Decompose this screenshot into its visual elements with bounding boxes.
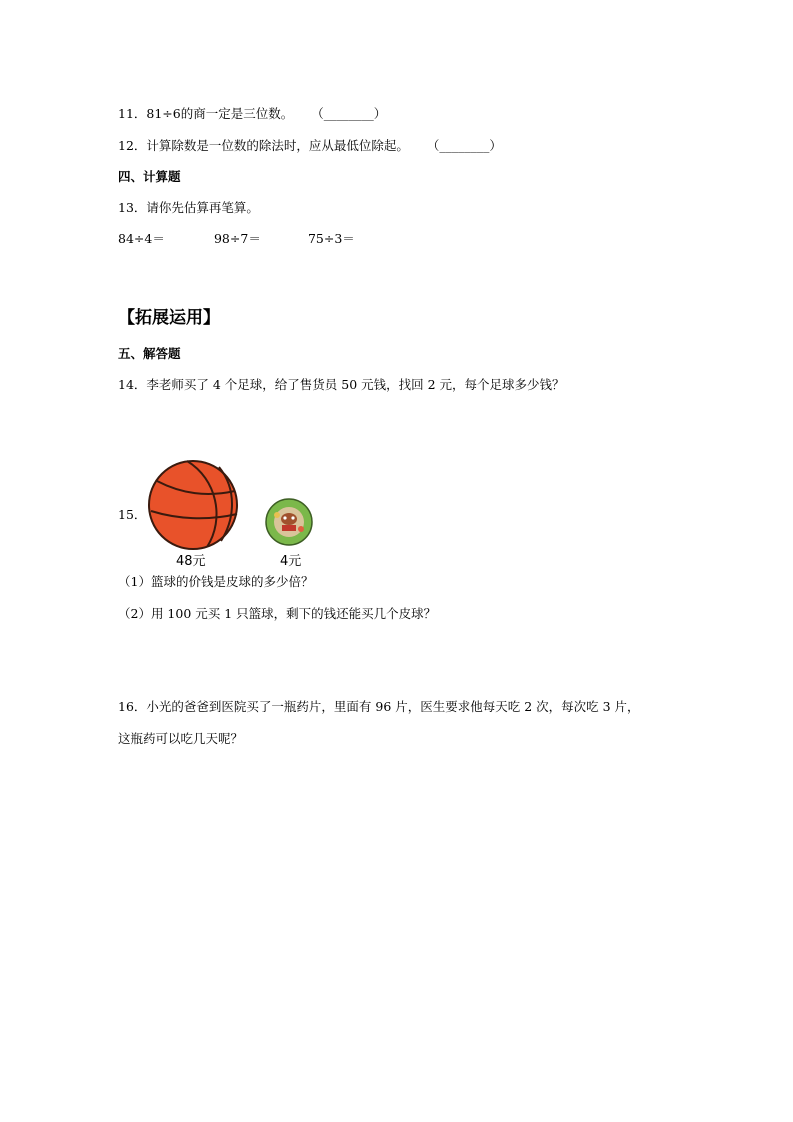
question-15-sub1: （1）篮球的价钱是皮球的多少倍？	[118, 574, 314, 589]
question-15-sub2: （2）用 100 元买 1 只篮球，剩下的钱还能买几个皮球？	[118, 606, 437, 621]
rubber-ball-image	[264, 497, 314, 547]
question-16-line1: 16．小光的爸爸到医院买了一瓶药片，里面有 96 片，医生要求他每天吃 2 次，每次吃 3 片，	[118, 699, 640, 714]
question-14: 14．李老师买了 4 个足球，给了售货员 50 元钱，找回 2 元，每个足球多少钱？	[118, 377, 565, 392]
calc-item-3: 75÷3＝	[307, 231, 355, 246]
question-16-line2: 这瓶药可以吃几天呢？	[118, 731, 244, 746]
calc-item-2: 98÷7＝	[213, 231, 261, 246]
basketball-price-label: 48元	[176, 554, 206, 569]
answer-blank-12[interactable]: （________）	[426, 138, 502, 153]
basketball-image	[147, 459, 239, 551]
question-12	[118, 136, 502, 154]
extension-title: 【拓展运用】	[118, 308, 220, 328]
question-15-number: 15．	[118, 507, 147, 522]
question-11-text: 11．81÷6的商一定是三位数。	[118, 106, 294, 121]
question-11	[118, 104, 386, 122]
question-12-text: 12．计算除数是一位数的除法时，应从最低位除起。	[118, 138, 409, 153]
question-13: 13．请你先估算再笔算。	[118, 200, 259, 215]
section-heading-5: 五、解答题	[118, 346, 181, 361]
section-heading-4: 四、计算题	[118, 169, 181, 184]
estimate-calc-row	[118, 229, 355, 247]
rubber-ball-price-label: 4元	[280, 554, 302, 569]
answer-blank-11[interactable]: （________）	[311, 106, 387, 121]
calc-item-1: 84÷4＝	[118, 231, 165, 246]
